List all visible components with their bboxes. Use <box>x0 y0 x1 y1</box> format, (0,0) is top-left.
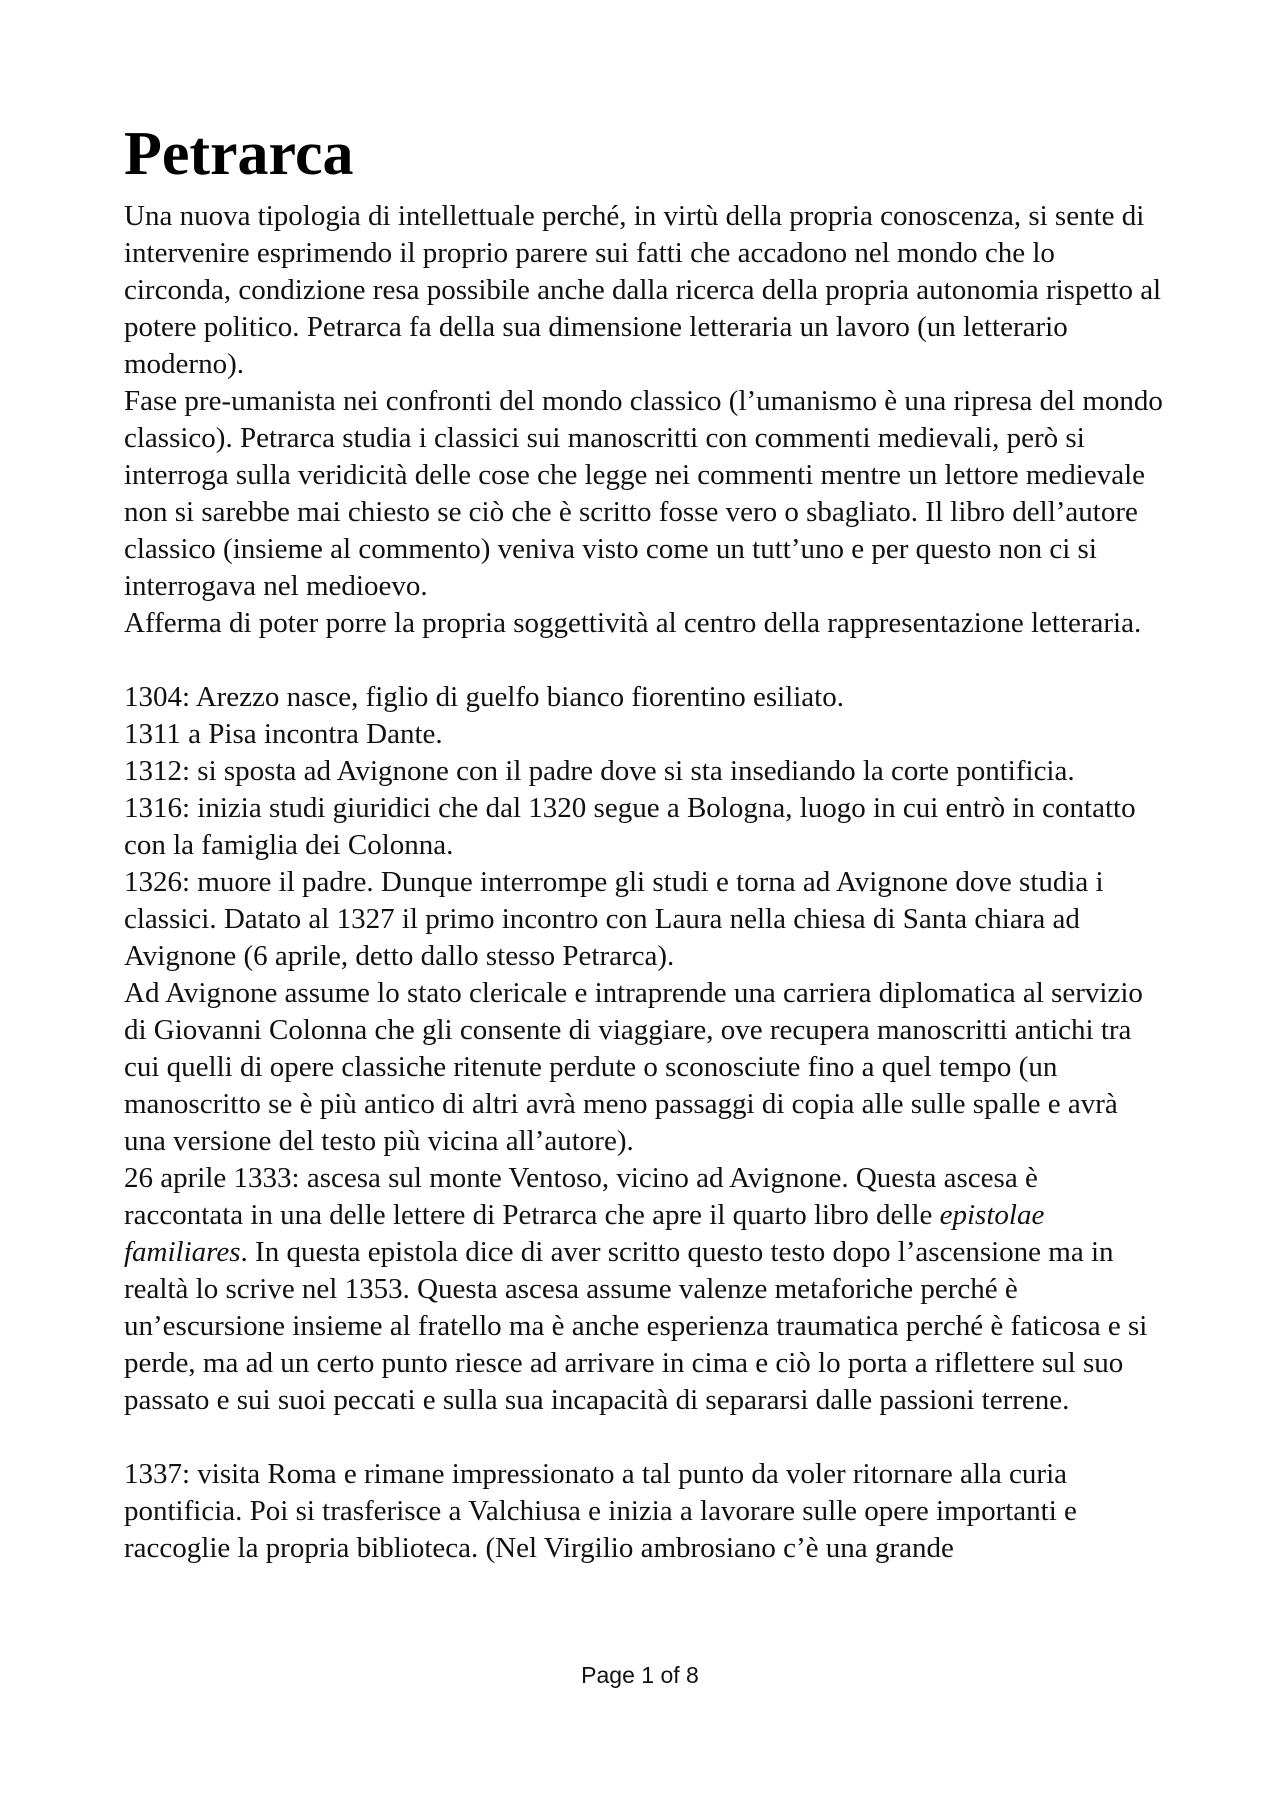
paragraph-spacer <box>124 642 1164 679</box>
timeline-1304: 1304: Arezzo nasce, figlio di guelfo bianco fiorentino esiliato. <box>124 681 844 713</box>
page-number-footer: Page 1 of 8 <box>581 1662 699 1688</box>
epistolae-familiares-title: epistolae familiares <box>124 1199 1045 1268</box>
paragraph-soggettivita: Afferma di poter porre la propria soggettività al centro della rappresentazione letteraria. <box>124 607 1142 639</box>
paragraph-pre-umanista: Fase pre-umanista nei confronti del mondo classico (l’umanismo è una ripresa del mondo classico). Petrarca studia i classici sui manoscritti con commenti medievali, però si interroga sulla veridicità delle cose che legge nei commenti mentre un lettore medievale non si sarebbe mai chiesto se ciò che è scritto fosse vero o sbagliato. Il libro dell’autore classico (insieme al commento) veniva visto come un tutt’uno e per questo non ci si interrogava nel medioevo. <box>124 385 1163 602</box>
timeline-1326: 1326: muore il padre. Dunque interrompe gli studi e torna ad Avignone dove studia i classici. Datato al 1327 il primo incontro con Laura nella chiesa di Santa chiara ad Avignone (6 aprile, detto dallo stesso Petrarca). <box>124 866 1104 972</box>
timeline-1312: 1312: si sposta ad Avignone con il padre dove si sta insediando la corte pontificia. <box>124 755 1075 787</box>
timeline-1337: 1337: visita Roma e rimane impressionato a tal punto da voler ritornare alla curia pontificia. Poi si trasferisce a Valchiusa e inizia a lavorare sulle opere importanti e raccoglie la propria biblioteca. (Nel Virgilio ambrosiano c’è una grande <box>124 1458 1077 1564</box>
timeline-1333-text-b: . In questa epistola dice di aver scritto questo testo dopo l’ascensione ma in realtà lo scrive nel 1353. Questa ascesa assume valenze metaforiche perché è un’escursione insieme al fratello ma è anche esperienza traumatica perché è faticosa e si perde, ma ad un certo punto riesce ad arrivare in cima e ciò lo porta a riflettere sul suo passato e sui suoi peccati e sulla sua incapacità di separarsi dalle passioni terrene. <box>124 1236 1148 1416</box>
paragraph-avignone: Ad Avignone assume lo stato clericale e intraprende una carriera diplomatica al servizio di Giovanni Colonna che gli consente di viaggiare, ove recupera manoscritti antichi tra cui quelli di opere classiche ritenute perdute o sconosciute fino a quel tempo (un manoscritto se è più antico di altri avrà meno passaggi di copia alle sulle spalle e avrà una versione del testo più vicina all’autore). <box>124 977 1143 1157</box>
timeline-1311: 1311 a Pisa incontra Dante. <box>124 718 443 750</box>
page-title: Petrarca <box>124 120 354 188</box>
document-page <box>124 118 1164 1567</box>
timeline-1333 <box>124 1160 1164 1419</box>
timeline-1333-text-a: 26 aprile 1333: ascesa sul monte Ventoso, vicino ad Avignone. Questa ascesa è raccontata in una delle lettere di Petrarca che apre il quarto libro delle <box>124 1162 1038 1231</box>
timeline-1316: 1316: inizia studi giuridici che dal 1320 segue a Bologna, luogo in cui entrò in contatto con la famiglia dei Colonna. <box>124 792 1136 861</box>
paragraph-spacer <box>124 1419 1164 1456</box>
paragraph-intro: Una nuova tipologia di intellettuale perché, in virtù della propria conoscenza, si sente di intervenire esprimendo il proprio parere sui fatti che accadono nel mondo che lo circonda, condizione resa possibile anche dalla ricerca della propria autonomia rispetto al potere politico. Petrarca fa della sua dimensione letteraria un lavoro (un letterario moderno). <box>124 200 1162 380</box>
